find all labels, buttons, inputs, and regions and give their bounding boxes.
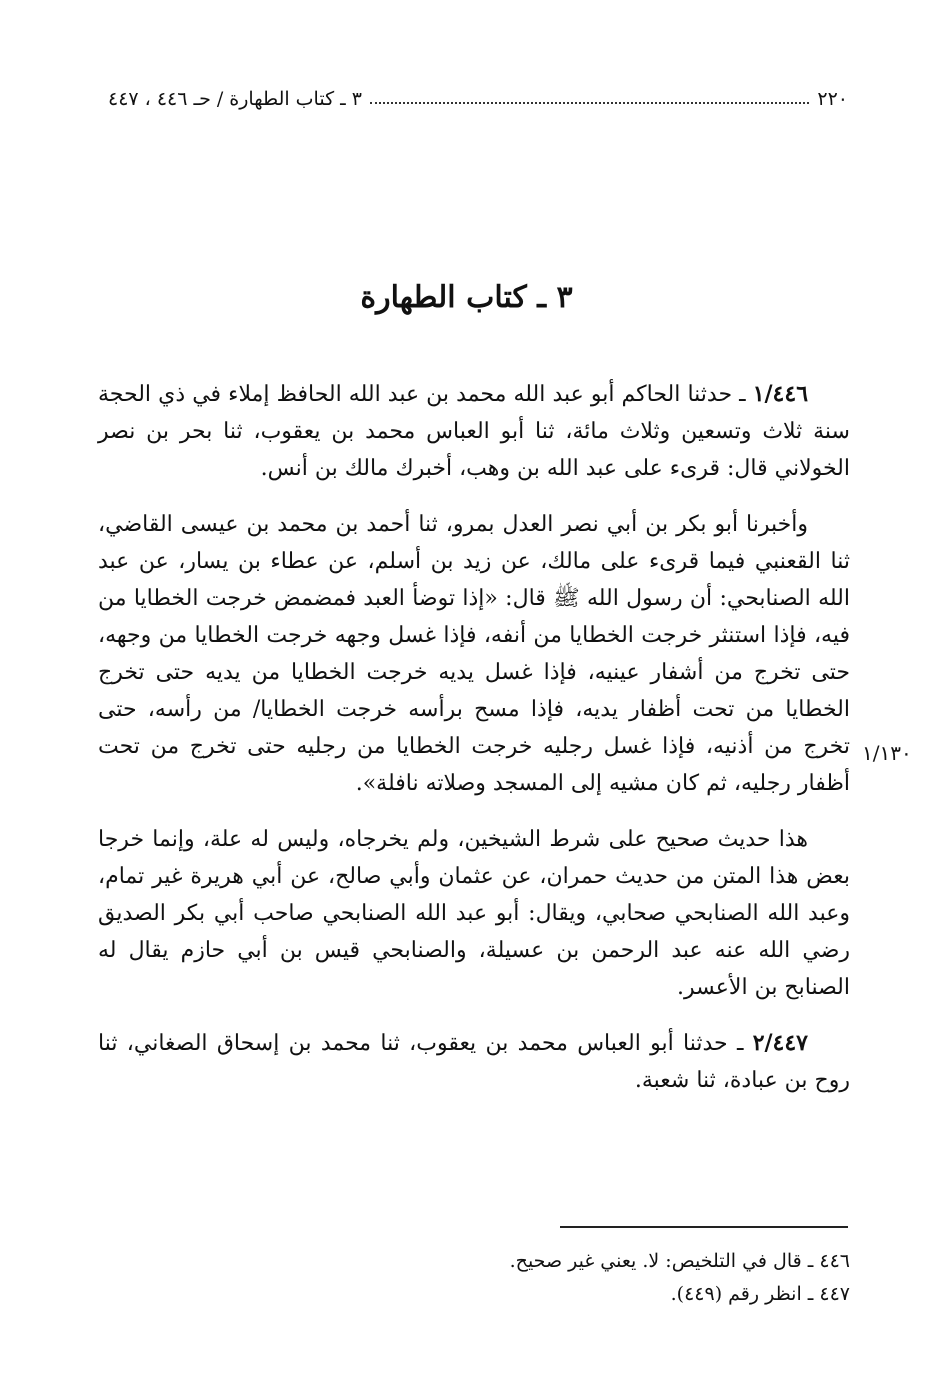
paragraph-isnad xyxy=(98,506,850,802)
paragraph-446 xyxy=(98,376,850,487)
paragraph-447 xyxy=(98,1025,850,1099)
paragraph-commentary xyxy=(98,821,850,1006)
paragraph-446-text: ـ حدثنا الحاكم أبو عبد الله محمد بن عبد الله الحافظ إملاء في ذي الحجة سنة ثلاث وتسعين وثلاث مائة، ثنا أبو العباس محمد بن يعقوب، ثنا بحر بن نصر الخولاني قال: قرىء على عبد الله بن وهب، أخبرك مالك بن أنس. xyxy=(98,382,850,481)
paragraph-447-text: ـ حدثنا أبو العباس محمد بن يعقوب، ثنا محمد بن إسحاق الصغاني، ثنا روح بن عبادة، ثنا شعبة. xyxy=(98,1031,850,1093)
footnotes xyxy=(400,1245,850,1311)
chapter-title: ٣ ـ كتاب الطهارة xyxy=(360,280,573,315)
page-number: ٢٢٠ xyxy=(817,88,848,110)
footnote-divider xyxy=(560,1226,848,1228)
hadith-number-446: ١/٤٤٦ xyxy=(752,381,809,407)
running-title: ٣ ـ كتاب الطهارة / حـ ٤٤٦ ، ٤٤٧ xyxy=(108,88,362,110)
paragraph-isnad-text: وأخبرنا أبو بكر بن أبي نصر العدل بمرو، ثنا أحمد بن محمد بن عيسى القاضي، ثنا القعنبي فيما قرىء على مالك، عن زيد بن أسلم، عن عطاء بن يسار، عن عبد الله الصنابحي: أن رسول الله ﷺ قال: «إذا توضأ العبد فمضمض خرجت الخطايا من فيه، فإذا استنثر خرجت الخطايا من أنفه، فإذا غسل وجهه خرجت الخطايا من وجهه، حتى تخرج من أشفار عينيه، فإذا غسل يديه خرجت الخطايا من يديه حتى تخرج الخطايا من تحت أظفار يديه، فإذا مسح برأسه خرجت الخطايا/ من رأسه، حتى تخرج من أذنيه، فإذا غسل رجليه خرجت الخطايا من رجليه حتى تخرج من تحت أظفار رجليه، ثم كان مشيه إلى المسجد وصلاته نافلة». xyxy=(98,512,850,796)
running-header xyxy=(108,84,848,114)
body-text xyxy=(98,376,850,1118)
paragraph-commentary-text: هذا حديث صحيح على شرط الشيخين، ولم يخرجاه، وليس له علة، وإنما خرجا بعض هذا المتن من حديث حمران، عن عثمان وأبي صالح، عن أبي هريرة غير تمام، وعبد الله الصنابحي صحابي، ويقال: أبو عبد الله الصنابحي صاحب أبي بكر الصديق رضي الله عنه عبد الرحمن بن عسيلة، والصنابحي قيس بن أبي حازم يقال له الصنابح بن الأعسر. xyxy=(98,827,850,1000)
hadith-number-447: ٢/٤٤٧ xyxy=(752,1030,808,1056)
leader-dots xyxy=(370,102,809,104)
footnote-447: ٤٤٧ ـ انظر رقم (٤٤٩). xyxy=(670,1283,850,1305)
footnote-446: ٤٤٦ ـ قال في التلخيص: لا. يعني غير صحيح. xyxy=(509,1250,850,1272)
margin-reference: ١/١٣٠ xyxy=(862,741,912,765)
